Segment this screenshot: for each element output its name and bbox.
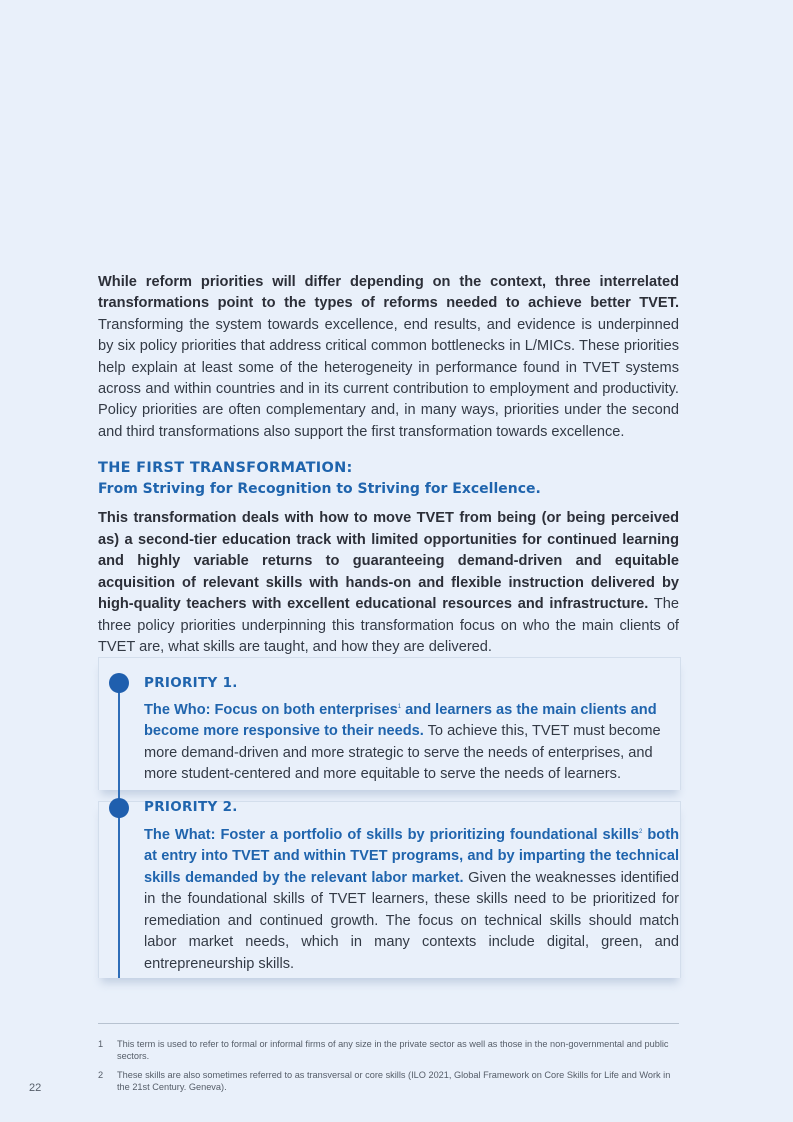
intro-paragraph <box>98 272 679 443</box>
priority-1-text <box>144 697 679 786</box>
priority-2-label: PRIORITY 2. <box>144 799 238 815</box>
priority-1-label: PRIORITY 1. <box>144 675 238 691</box>
footnote-divider <box>98 1023 679 1024</box>
priority-2-text <box>144 822 679 975</box>
section-heading <box>98 458 698 500</box>
priority-2-body: Given the weaknesses identified in the foundational skills of TVET learners, these skills need to be prioritized for remediation and continued growth. The focus on technical skills should match labor market needs, which in many contexts include digital, green, and entrepreneurship skills. <box>144 869 679 972</box>
section-title: THE FIRST TRANSFORMATION: <box>98 460 353 476</box>
intro-lead: While reform priorities will differ depending on the context, three interrelated transformations point to the types of reforms needed to achieve better TVET. <box>98 274 679 312</box>
timeline-dot-icon <box>109 798 129 818</box>
intro-body: Transforming the system towards excellence, end results, and evidence is underpinned by six policy priorities that address critical common bottlenecks in L/MICs. These priorities help explain at least some of the heterogeneity in performance found in TVET systems across and within countries and in its current contribution to employment and productivity. Policy priorities are often complementary and, in many ways, priorities under the second and third transformations also support the first transformation towards excellence. <box>98 316 679 440</box>
footnote-ref-1[interactable]: 1 <box>397 704 402 710</box>
timeline-line <box>118 690 120 978</box>
priority-2-lead-b: both at entry into TVET and within TVET programs, and by imparting the technical skills demanded by the relevant labor market. <box>144 826 679 886</box>
priority-1-body: To achieve this, TVET must become more demand-driven and more strategic to serve the needs of enterprises, and more student-centered and more equitable to serve the needs of learners. <box>144 723 661 783</box>
footnote-text: These skills are also sometimes referred to as transversal or core skills (ILO 2021, Global Framework on Core Skills for Life and Work in the 21st Century. Geneva). <box>117 1070 671 1092</box>
timeline-dot-icon <box>109 673 129 693</box>
footnote-number: 1 <box>98 1039 104 1049</box>
priority-1-lead-a: The Who: Focus on both enterprises <box>144 701 398 718</box>
footnote-ref-2[interactable]: 2 <box>639 829 643 835</box>
footnote-number: 2 <box>98 1070 104 1080</box>
transformation-lead: This transformation deals with how to move TVET from being (or being perceived as) a second-tier education track with limited opportunities for continued learning and highly variable returns to guaranteeing demand-driven and equitable acquisition of relevant skills with hands-on and flexible instruction delivered by high-quality teachers with excellent educational resources and infrastructure. <box>98 510 679 612</box>
footnote-text: This term is used to refer to formal or informal firms of any size in the private sector as well as those in the non-governmental and public sectors. <box>117 1039 669 1061</box>
transformation-body: The three policy priorities underpinning this transformation focus on who the main clients of TVET are, what skills are taught, and how they are delivered. <box>98 596 679 655</box>
page-number: 22 <box>29 1082 42 1094</box>
transformation-paragraph <box>98 508 679 659</box>
priority-1-lead-b: and learners as the main clients and become more responsive to their needs. <box>144 701 657 740</box>
priority-2-lead-a: The What: Foster a portfolio of skills by prioritizing foundational skills <box>144 826 640 843</box>
section-subtitle: From Striving for Recognition to Striving for Excellence. <box>98 481 541 497</box>
